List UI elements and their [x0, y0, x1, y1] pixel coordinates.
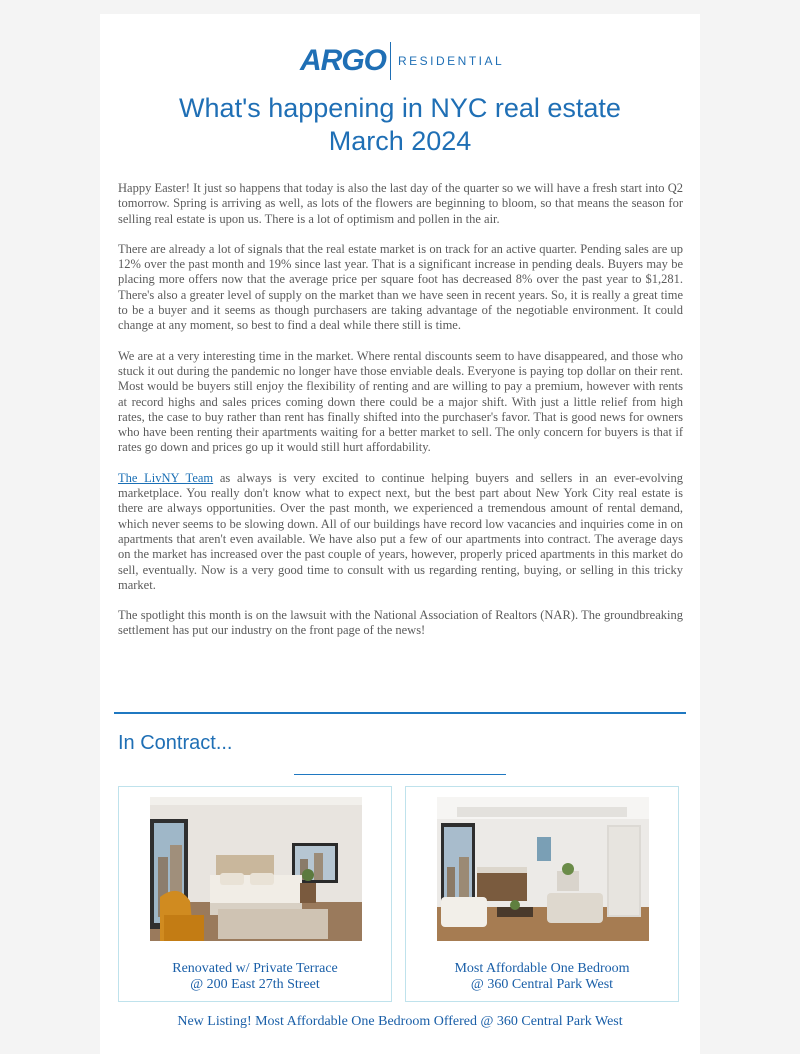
listing-title: Most Affordable One Bedroom: [454, 961, 630, 976]
livny-team-link[interactable]: The LivNY Team: [118, 470, 214, 485]
team-paragraph-text: as always is very excited to continue helping buyers and sellers in an ever-evolving marketplace. You really don't know what to expect next, but the best part about New York City real estate is there are always opportunities. Over the past month, we experienced a tremendous amount of rental demand, which never seems to be slowing down. All of our buildings have record low vacancies and inquiries come in on apartments that aren't even available. We have also put a few of our apartments into contract. The average days on the market has increased over the past couple of years, however, properly priced apartments in this market do sell, eventually. Now is a very good time to consult with us regarding renting, buying, or selling in this tricky market.: [118, 470, 683, 592]
newsletter-card: [100, 14, 700, 1054]
listing-caption[interactable]: [119, 961, 391, 993]
argo-residential-logo[interactable]: [300, 40, 505, 84]
logo-brand: ARGO: [300, 44, 386, 77]
heading-underline: [294, 774, 506, 775]
paragraph-intro: Happy Easter! It just so happens that today is also the last day of the quarter so we will have a fresh start into Q2 tomorrow. Spring is arriving as well, as lots of the flowers are beginning to bloom, so that means the season for selling real estate is upon us. There is a lot of optimism and pollen in the air.: [118, 181, 683, 226]
paragraph-spotlight: The spotlight this month is on the lawsuit with the National Association of Realtors (NAR). The groundbreaking settlement has put our industry on the front page of the news!: [118, 608, 683, 638]
listing-caption[interactable]: [406, 961, 678, 993]
newsletter-title: [120, 92, 680, 158]
newsletter-body: [118, 181, 683, 654]
living-room-illustration: [437, 797, 649, 941]
listing-address: @ 360 Central Park West: [470, 977, 614, 992]
section-divider: [114, 712, 686, 714]
title-line-2: March 2024: [328, 126, 472, 156]
listing-card-360-central-park-west[interactable]: [405, 786, 679, 1002]
bedroom-illustration: [150, 797, 362, 941]
in-contract-heading: In Contract...: [118, 732, 233, 754]
listing-card-200-east-27th[interactable]: [118, 786, 392, 1002]
paragraph-market-signals: There are already a lot of signals that the real estate market is on track for an active quarter. Pending sales are up 12% over the past month and 19% since last year. That is a significant increase in pending deals. Buyers may be placing more offers now that the average price per square foot has decreased 8% over the past year to $1,281. There's also a greater level of supply on the market than we have seen in recent years. So, it is really a great time to be a buyer and it seems as though purchasers are taking advantage of the negotiable environment. It could change at any moment, so best to find a deal while there still is time.: [118, 241, 683, 333]
paragraph-team: [118, 471, 683, 593]
paragraph-rental-market: We are at a very interesting time in the market. Where rental discounts seem to have disappeared, and those who stuck it out during the pandemic no longer have those enviable deals. Everyone is paying top dollar on their rent. Most would be buyers still enjoy the flexibility of renting and are willing to pay a premium, however with rents at record highs and sales prices coming down there could be a major shift. With just a little relief from high rates, the case to buy rather than rent has finally shifted into the purchaser's favor. That is good news for owners who have been renting their apartments waiting for a better market to sell. The only concern for buyers is that if rates go down and prices go up it would still hurt affordability.: [118, 348, 683, 455]
new-listing-banner[interactable]: New Listing! Most Affordable One Bedroom Offered @ 360 Central Park West: [177, 1014, 623, 1029]
living-room-photo[interactable]: [437, 797, 649, 941]
logo-separator: [390, 42, 391, 80]
listing-title: Renovated w/ Private Terrace: [172, 961, 338, 976]
listing-address: @ 200 East 27th Street: [190, 977, 320, 992]
bedroom-photo[interactable]: [150, 797, 362, 941]
title-line-1: What's happening in NYC real estate: [179, 93, 621, 123]
logo-subtitle: RESIDENTIAL: [398, 54, 505, 68]
